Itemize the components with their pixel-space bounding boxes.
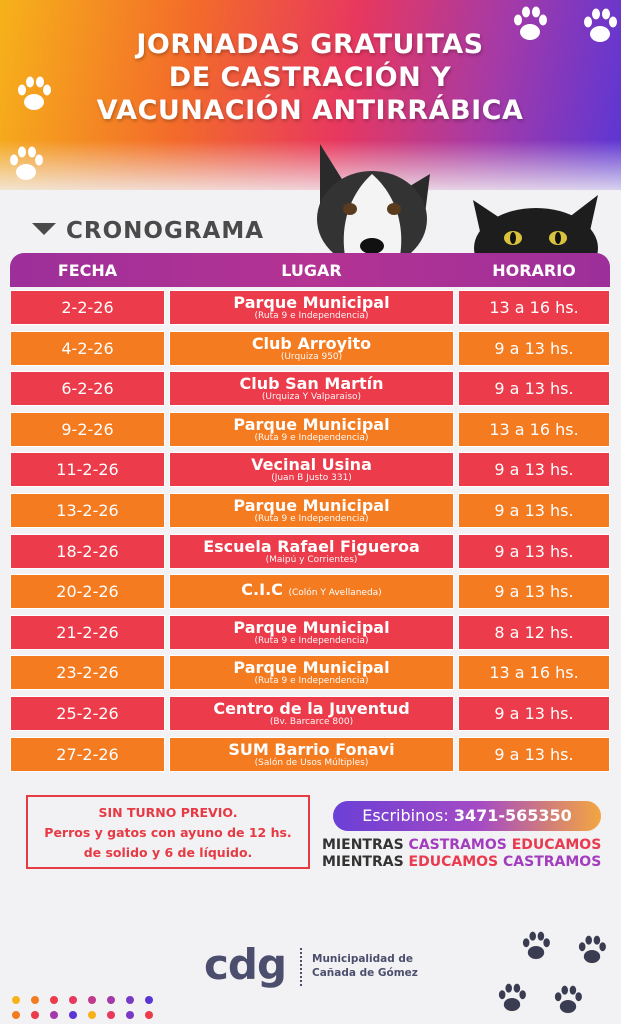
cell-place (169, 452, 454, 487)
contact-pill[interactable] (333, 801, 601, 831)
title-line: VACUNACIÓN ANTIRRÁBICA (96, 95, 524, 126)
cell-time (458, 574, 610, 609)
cell-place (169, 696, 454, 731)
place-address: (Juan B Justo 331) (271, 473, 352, 484)
place-name: Escuela Rafael Figueroa (203, 536, 420, 556)
paw-print-icon (578, 4, 621, 48)
table-row (10, 452, 610, 487)
table-row (10, 696, 610, 731)
place-address: (Maipú y Corrientes) (265, 554, 358, 565)
cell-place (169, 331, 454, 366)
table-header (10, 253, 610, 287)
place-address: (Bv. Barcarce 800) (269, 717, 354, 727)
paw-print-icon (550, 982, 586, 1018)
cell-time (458, 452, 610, 487)
place-name: Parque Municipal (233, 658, 390, 678)
place-address: (Ruta 9 e Independencia) (254, 676, 369, 687)
table-row (10, 493, 610, 528)
date-text: 18-2-26 (56, 541, 119, 561)
place-text: C.I.C (241, 580, 283, 600)
cell-time (458, 412, 610, 447)
cell-time (458, 615, 610, 650)
place-address: (Urquiza 950) (280, 351, 343, 362)
date-text: 23-2-26 (56, 663, 119, 683)
table-row (10, 534, 610, 569)
cell-place (169, 655, 454, 690)
cell-place (169, 412, 454, 447)
section-title (32, 218, 264, 244)
decorative-dot (69, 1011, 77, 1019)
municipality-line: Municipalidad de (312, 953, 414, 965)
decorative-dot (88, 1011, 96, 1019)
time-text: 9 a 13 hs. (494, 460, 574, 480)
decorative-dot (145, 1011, 153, 1019)
notice-line: de solido y 6 de líquido. (83, 845, 253, 860)
cell-time (458, 331, 610, 366)
table-row (10, 615, 610, 650)
place-name: Vecinal Usina (251, 455, 372, 475)
table-row (10, 331, 610, 366)
dog-illustration (300, 134, 450, 256)
time-text: 8 a 12 hs. (494, 622, 574, 642)
slogan-line (322, 836, 612, 854)
cell-date (10, 615, 165, 650)
contact-phone[interactable]: 3471-565350 (453, 806, 572, 825)
decorative-dot (126, 996, 134, 1004)
date-text: 13-2-26 (56, 501, 119, 520)
decorative-dot (69, 996, 77, 1004)
place-name: Parque Municipal (233, 293, 390, 312)
cell-date (10, 534, 165, 569)
time-text: 9 a 13 hs. (494, 338, 574, 358)
decorative-dot (12, 996, 20, 1004)
time-text: 9 a 13 hs. (494, 541, 574, 561)
decorative-dot (31, 1011, 39, 1019)
paw-print-icon (574, 932, 610, 968)
cell-date (10, 371, 165, 406)
cell-place (169, 290, 454, 325)
decorative-dot (50, 996, 58, 1004)
time-text: 9 a 13 hs. (494, 379, 574, 399)
triangle-down-icon (32, 223, 56, 235)
place-address: (Ruta 9 e Independencia) (254, 311, 369, 321)
decorative-dot (126, 1011, 134, 1019)
slogan-prefix: MIENTRAS (322, 837, 409, 853)
municipality-name (312, 952, 418, 980)
table-row (10, 574, 610, 609)
place-name: Parque Municipal (233, 414, 390, 434)
cell-date (10, 493, 165, 528)
date-text: 25-2-26 (56, 704, 119, 723)
notice-box (26, 795, 310, 869)
place-name: Club Arroyito (251, 333, 372, 353)
notice-line: Perros y gatos con ayuno de 12 hs. (44, 825, 292, 840)
cell-time (458, 371, 610, 406)
slogan-suffix: CASTRAMOS (503, 854, 602, 870)
cell-place (169, 615, 454, 650)
decorative-dot (31, 996, 39, 1004)
municipality-line: Cañada de Gómez (312, 967, 418, 979)
slogan-mid: EDUCAMOS (408, 854, 503, 870)
time-text: 9 a 13 hs. (494, 582, 574, 602)
table-row (10, 371, 610, 406)
cell-place (169, 534, 454, 569)
cell-place (169, 574, 454, 609)
table-row (10, 290, 610, 325)
decorative-dot (12, 1011, 20, 1019)
cell-time (458, 493, 610, 528)
place-address: (Ruta 9 e Independencia) (254, 635, 369, 646)
column-header-date: FECHA (57, 261, 118, 280)
place-address: (Ruta 9 e Independencia) (254, 432, 369, 443)
slogan-suffix: EDUCAMOS (511, 837, 602, 853)
slogan-prefix: MIENTRAS (322, 854, 409, 870)
decorative-dot (50, 1011, 58, 1019)
place-name: Centro de la Juventud (213, 699, 410, 718)
decorative-dot (145, 996, 153, 1004)
date-text: 11-2-26 (56, 460, 119, 480)
section-title-text: CRONOGRAMA (66, 218, 265, 244)
time-text: 13 a 16 hs. (489, 419, 579, 439)
place-name (241, 581, 381, 602)
cell-place (169, 371, 454, 406)
main-title (60, 28, 560, 127)
cell-date (10, 290, 165, 325)
decorative-dot (88, 996, 96, 1004)
date-text: 9-2-26 (61, 419, 114, 439)
cell-place (169, 493, 454, 528)
cell-date (10, 696, 165, 731)
cell-date (10, 331, 165, 366)
cell-time (458, 737, 610, 772)
notice-line: SIN TURNO PREVIO. (98, 805, 238, 820)
place-address: (Colón Y Avellaneda) (288, 588, 382, 599)
title-line: DE CASTRACIÓN Y (168, 62, 452, 93)
title-line: JORNADAS GRATUITAS (136, 29, 484, 60)
date-text: 21-2-26 (56, 622, 119, 642)
place-name: Club San Martín (239, 374, 384, 394)
date-text: 27-2-26 (56, 744, 119, 764)
column-header-place: LUGAR (281, 261, 342, 280)
table-row (10, 737, 610, 772)
paw-print-icon (518, 928, 554, 964)
table-row (10, 655, 610, 690)
cat-illustration (468, 190, 603, 256)
paw-print-icon (494, 980, 530, 1016)
logo-divider (300, 948, 302, 986)
cell-date (10, 655, 165, 690)
slogan-mid: CASTRAMOS (408, 837, 512, 853)
decorative-dot (107, 996, 115, 1004)
cell-time (458, 534, 610, 569)
cdg-logo: cdg (204, 940, 287, 989)
date-text: 4-2-26 (61, 338, 114, 358)
date-text: 2-2-26 (61, 298, 114, 317)
place-address: (Salón de Usos Múltiples) (254, 757, 369, 768)
time-text: 9 a 13 hs. (494, 501, 574, 520)
table-row (10, 412, 610, 447)
cell-date (10, 574, 165, 609)
paw-print-icon (4, 142, 48, 186)
time-text: 9 a 13 hs. (494, 704, 574, 723)
time-text: 13 a 16 hs. (489, 298, 579, 317)
date-text: 6-2-26 (61, 379, 114, 399)
time-text: 9 a 13 hs. (494, 744, 574, 764)
place-name: SUM Barrio Fonavi (228, 739, 395, 759)
place-address: (Urquiza Y Valparaiso) (261, 392, 362, 403)
time-text: 13 a 16 hs. (489, 663, 579, 683)
column-header-time: HORARIO (492, 261, 576, 280)
cell-time (458, 696, 610, 731)
place-address: (Ruta 9 e Independencia) (254, 514, 369, 524)
place-name: Parque Municipal (233, 617, 390, 637)
contact-label: Escribinos: (362, 806, 449, 825)
paw-print-icon (12, 72, 56, 116)
place-name: Parque Municipal (233, 496, 390, 515)
cell-time (458, 655, 610, 690)
cell-date (10, 737, 165, 772)
decorative-dot (107, 1011, 115, 1019)
date-text: 20-2-26 (56, 582, 119, 602)
slogan-line (322, 853, 612, 871)
cell-time (458, 290, 610, 325)
cell-date (10, 412, 165, 447)
cell-place (169, 737, 454, 772)
cell-date (10, 452, 165, 487)
